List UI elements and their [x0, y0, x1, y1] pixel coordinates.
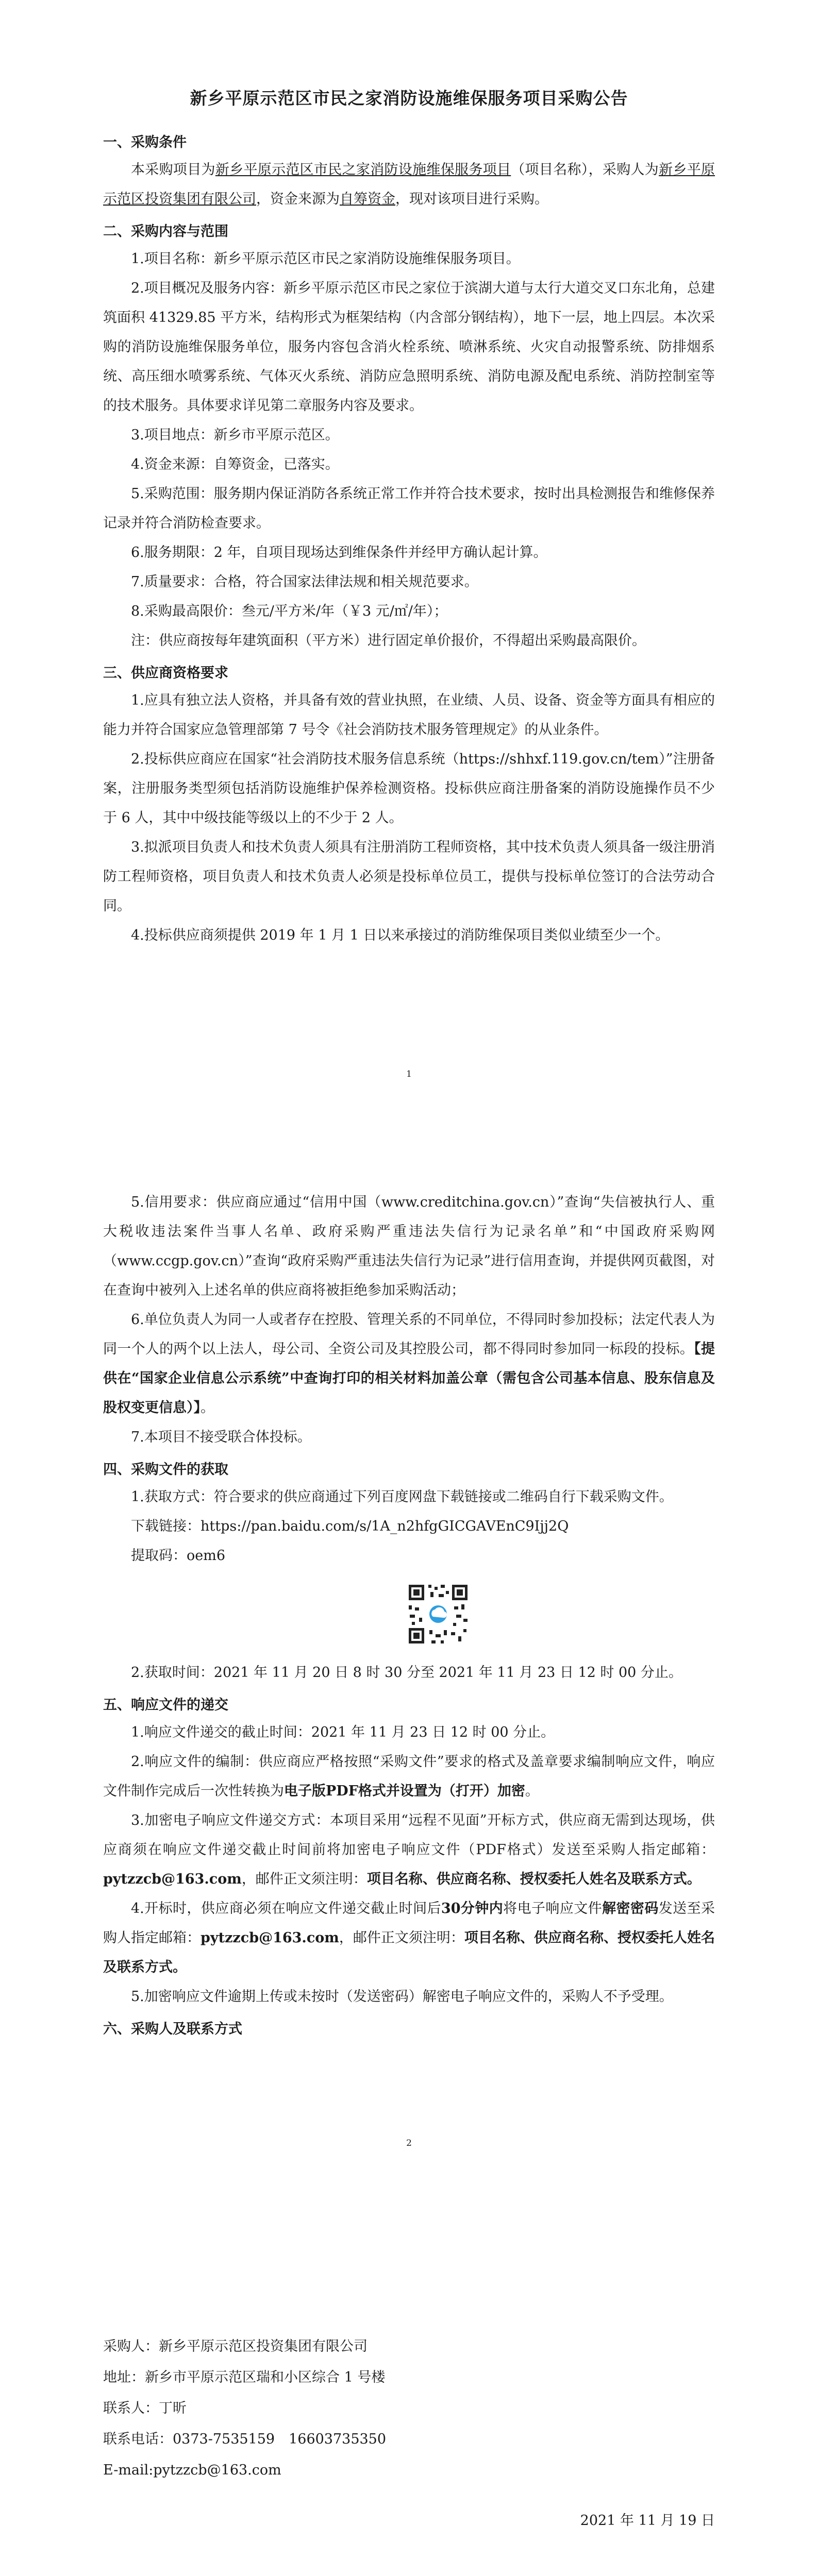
s4-item: 2.获取时间：2021 年 11 月 20 日 8 时 30 分至 2021 年 11 月 23 日 12 时 00 分止。	[131, 1665, 682, 1681]
bold-text: 项目名称、供应商名称、授权委托人姓名及联系方式。	[103, 1930, 715, 1975]
s3-item: 5.信用要求：供应商应通过“信用中国（www.creditchina.gov.cn）”查询“失信被执行人、重大税收违法案件当事人名单、政府采购严重违法失信行为记录名单”和“中国政府采购网（www.ccgp.gov.cn）”查询“政府采购严重违法失信行为记录”进行信用查询，并提供网页截图，对在查询中被列入上述名单的供应商将被拒绝参加采购活动；	[103, 1194, 715, 1298]
bold-text: 项目名称、供应商名称、授权委托人姓名及联系方式。	[366, 1871, 701, 1887]
issue-date: 2021 年 11 月 19 日	[580, 2513, 715, 2529]
s2-note: 注：供应商按每年建筑面积（平方米）进行固定单价报价，不得超出采购最高限价。	[131, 633, 646, 649]
s5-item: 5.加密响应文件逾期上传或未按时（发送密码）解密电子响应文件的，采购人不予受理。	[131, 1989, 673, 2005]
project-name: 新乡平原示范区市民之家消防设施维保服务项目	[215, 162, 511, 178]
contact-buyer: 采购人：新乡平原示范区投资集团有限公司	[103, 2338, 368, 2354]
s5-item	[103, 1806, 715, 1894]
s3-item: 4.投标供应商须提供 2019 年 1 月 1 日以来承接过的消防维保项目类似业绩至少一个。	[131, 927, 670, 943]
page-3	[0, 2267, 818, 2576]
page-number: 1	[406, 1069, 412, 1079]
page-3-content	[103, 2331, 715, 2576]
text: 6.单位负责人为同一人或者存在控股、管理关系的不同单位，不得同时参加投标；法定代表人为同一个人的两个以上法人，母公司、全资公司及其控股公司，都不得同时参加同一标段的投标。	[103, 1312, 715, 1357]
buyer-name: 新乡平原示范区投资集团有限公司	[103, 162, 715, 207]
s3-item: 7.本项目不接受联合体投标。	[131, 1429, 311, 1445]
contact-phone: 联系电话：0373-7535159 16603735350	[103, 2431, 387, 2447]
text: ，现对该项目进行采购。	[395, 191, 548, 207]
s2-item: 1.项目名称：新乡平原示范区市民之家消防设施维保服务项目。	[131, 251, 520, 267]
page-2-content	[103, 1188, 715, 2038]
qr-code-graphic	[405, 1581, 472, 1648]
text: 。	[201, 1400, 214, 1416]
text: 4.开标时，供应商必须在响应文件递交截止时间后	[131, 1901, 441, 1917]
text: 将电子响应文件	[503, 1901, 603, 1917]
s5-item	[103, 1894, 715, 1982]
s3-item: 2.投标供应商应在国家“社会消防技术服务信息系统（https://shhxf.119.gov.cn/tem）”注册备案，注册服务类型须包括消防设施维护保养检测资格。投标供应商注册备案的消防设施操作员不少于 6 人，其中中级技能等级以上的不少于 2 人。	[103, 751, 715, 826]
contact-address: 地址：新乡市平原示范区瑞和小区综合 1 号楼	[103, 2369, 386, 2385]
s5-item: 1.响应文件递交的截止时间：2021 年 11 月 23 日 12 时 00 分止。	[131, 1724, 555, 1740]
text: 2.响应文件的编制：供应商应严格按照“采购文件”要求的格式及盖章要求编制响应文件，响应文件制作完成后一次性转换为	[103, 1754, 715, 1799]
bold-text: 解密密码	[602, 1901, 659, 1917]
text: ，邮件正文须注明：	[241, 1871, 367, 1887]
page-1-content	[103, 85, 715, 950]
bold-text: 电子版PDF格式并设置为（打开）加密	[284, 1783, 525, 1799]
text: 本采购项目为	[131, 162, 215, 178]
text: （项目名称），采购人为	[511, 162, 659, 178]
section-5-heading: 五、响应文件的递交	[103, 1697, 228, 1713]
s5-item	[103, 1747, 715, 1806]
page-2	[0, 1097, 818, 2267]
text: 。	[525, 1783, 539, 1799]
bold-text: 30分钟内	[441, 1901, 504, 1917]
document-title: 新乡平原示范区市民之家消防设施维保服务项目采购公告	[190, 88, 628, 108]
s2-item: 8.采购最高限价：叁元/平方米/年（￥3 元/㎡/年）；	[131, 603, 448, 619]
s2-item: 6.服务期限：2 年，自项目现场达到维保条件并经甲方确认起计算。	[131, 545, 547, 561]
s2-item: 5.采购范围：服务期内保证消防各系统正常工作并符合技术要求，按时出具检测报告和维修保养记录并符合消防检查要求。	[103, 486, 715, 531]
download-link-line	[103, 1512, 715, 1541]
s3-item: 3.拟派项目负责人和技术负责人须具有注册消防工程师资格，其中技术负责人须具备一级注册消防工程师资格，项目负责人和技术负责人必须是投标单位员工，提供与投标单位签订的合法劳动合同。	[103, 839, 715, 914]
email: pytzzcb@163.com	[201, 1930, 339, 1946]
contact-person: 联系人：丁昕	[103, 2400, 187, 2416]
email: pytzzcb@163.com	[103, 1871, 242, 1887]
extract-code: 提取码：oem6	[131, 1548, 226, 1564]
s3-item	[103, 1305, 715, 1422]
s3-item: 1.应具有独立法人资格，并具备有效的营业执照，在业绩、人员、设备、资金等方面具有相应的能力并符合国家应急管理部第 7 号令《社会消防技术服务管理规定》的从业条件。	[103, 692, 715, 738]
qr-code-icon[interactable]	[405, 1581, 472, 1648]
s4-item: 1.获取方式：符合要求的供应商通过下列百度网盘下载链接或二维码自行下载采购文件。	[131, 1489, 673, 1505]
text: ，邮件正文须注明：	[339, 1930, 464, 1946]
text: 3.加密电子响应文件递交方式：本项目采用“远程不见面”开标方式，供应商无需到达现场，供应商须在响应文件递交截止时间前将加密电子响应文件（PDF格式）发送至采购人指定邮箱：	[103, 1812, 715, 1858]
page-number: 2	[406, 2138, 412, 2148]
contact-email: E-mail:pytzzcb@163.com	[103, 2462, 281, 2478]
section-1-heading: 一、采购条件	[103, 134, 187, 150]
s2-item: 4.资金来源：自筹资金，已落实。	[131, 456, 339, 472]
section-3-heading: 三、供应商资格要求	[103, 665, 228, 681]
section-2-heading: 二、采购内容与范围	[103, 224, 228, 240]
text: 发送至采购人指定邮箱：	[103, 1901, 715, 1946]
link-label: 下载链接：	[131, 1518, 201, 1534]
section-4-heading: 四、采购文件的获取	[103, 1462, 228, 1478]
qr-area	[103, 1570, 715, 1658]
s2-item: 7.质量要求：合格，符合国家法律法规和相关规范要求。	[131, 574, 478, 590]
page-1	[0, 0, 818, 1097]
download-link[interactable]: https://pan.baidu.com/s/1A_n2hfgGICGAVEnC9Ijj2Q	[201, 1518, 569, 1534]
section-6-heading: 六、采购人及联系方式	[103, 2021, 242, 2037]
s2-item: 3.项目地点：新乡市平原示范区。	[131, 427, 339, 443]
bold-note: 【提供在“国家企业信息公示系统”中查询打印的相关材料加盖公章（需包含公司基本信息、股东信息及股权变更信息）】	[103, 1341, 715, 1416]
text: ，资金来源为	[256, 191, 340, 207]
section-1-paragraph	[103, 155, 715, 214]
fund-source: 自筹资金	[340, 191, 395, 207]
s2-item: 2.项目概况及服务内容：新乡平原示范区市民之家位于滨湖大道与太行大道交叉口东北角，总建筑面积 41329.85 平方米，结构形式为框架结构（内含部分钢结构），地下一层，地上四层。本次采购的消防设施维保服务单位，服务内容包含消火栓系统、喷淋系统、火灾自动报警系统、防排烟系统、高压细水喷雾系统、气体灭火系统、消防应急照明系统、消防电源及配电系统、消防控制室等的技术服务。具体要求详见第二章服务内容及要求。	[103, 280, 715, 414]
